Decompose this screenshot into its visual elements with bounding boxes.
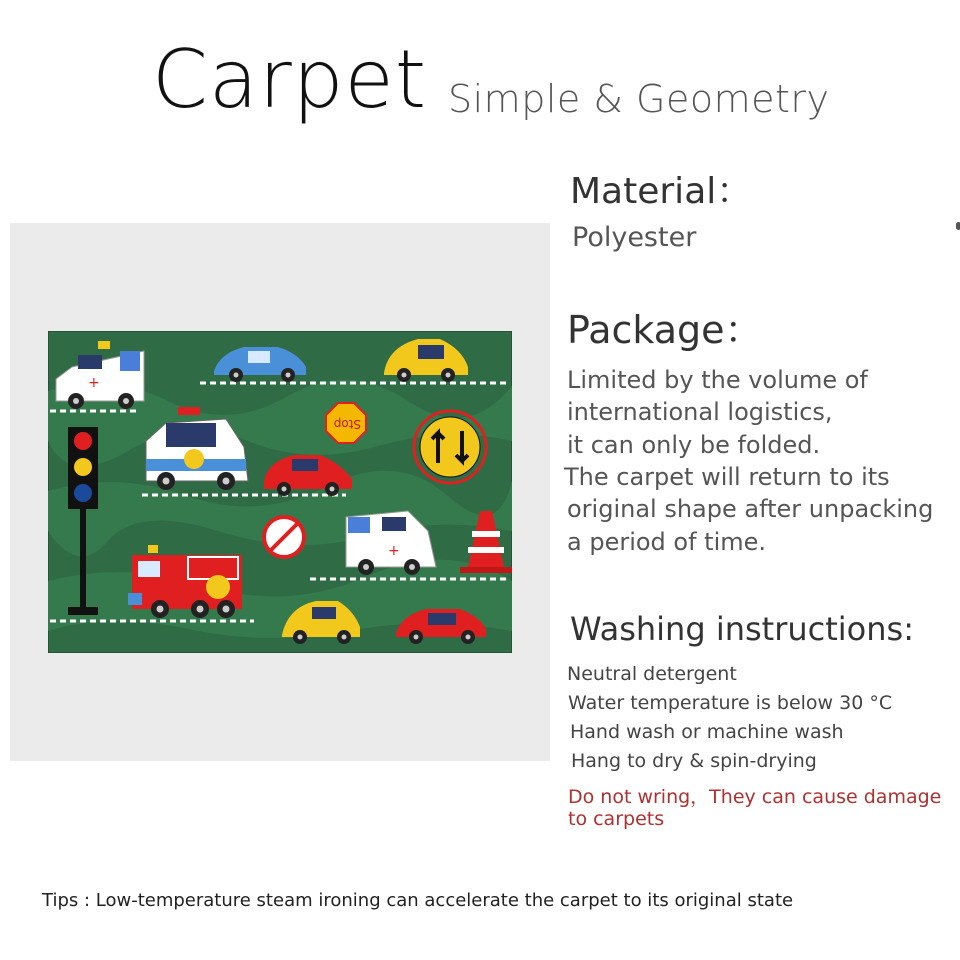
material-heading: Material： bbox=[570, 171, 753, 212]
package-line: Limited by the volume of bbox=[567, 366, 868, 394]
package-line: international logistics, bbox=[567, 398, 833, 426]
package-line: original shape after unpacking bbox=[567, 495, 934, 523]
package-line: The carpet will return to its bbox=[564, 463, 890, 491]
product-subtitle: Simple & Geometry bbox=[448, 77, 830, 121]
washing-line: Hand wash or machine wash bbox=[570, 721, 844, 743]
washing-heading: Washing instructions: bbox=[570, 610, 914, 648]
package-line: it can only be folded. bbox=[567, 431, 821, 459]
svg-text:+: + bbox=[88, 375, 100, 391]
svg-text:+: + bbox=[388, 543, 400, 559]
tips-text: Tips : Low-temperature steam ironing can accelerate the carpet to its original state bbox=[42, 890, 794, 911]
product-title: Carpet bbox=[152, 33, 428, 126]
washing-line: Hang to dry & spin-drying bbox=[571, 750, 817, 772]
washing-warning-line: Do not wring，They can cause damage bbox=[568, 786, 942, 808]
two-way-sign-icon bbox=[414, 411, 486, 483]
stop-sign-icon bbox=[326, 403, 366, 443]
washing-line: Water temperature is below 30 °C bbox=[568, 692, 893, 714]
edge-mark bbox=[956, 222, 960, 230]
no-entry-sign-icon bbox=[264, 517, 304, 557]
package-line: a period of time. bbox=[567, 528, 767, 556]
package-heading: Package： bbox=[567, 308, 763, 352]
washing-line: Neutral detergent bbox=[567, 663, 737, 685]
stop-sign-text: Stop bbox=[333, 417, 361, 431]
carpet-image bbox=[48, 331, 512, 653]
fire-truck-icon bbox=[128, 545, 242, 618]
material-value: Polyester bbox=[572, 222, 697, 253]
washing-warning-line: to carpets bbox=[568, 808, 665, 830]
